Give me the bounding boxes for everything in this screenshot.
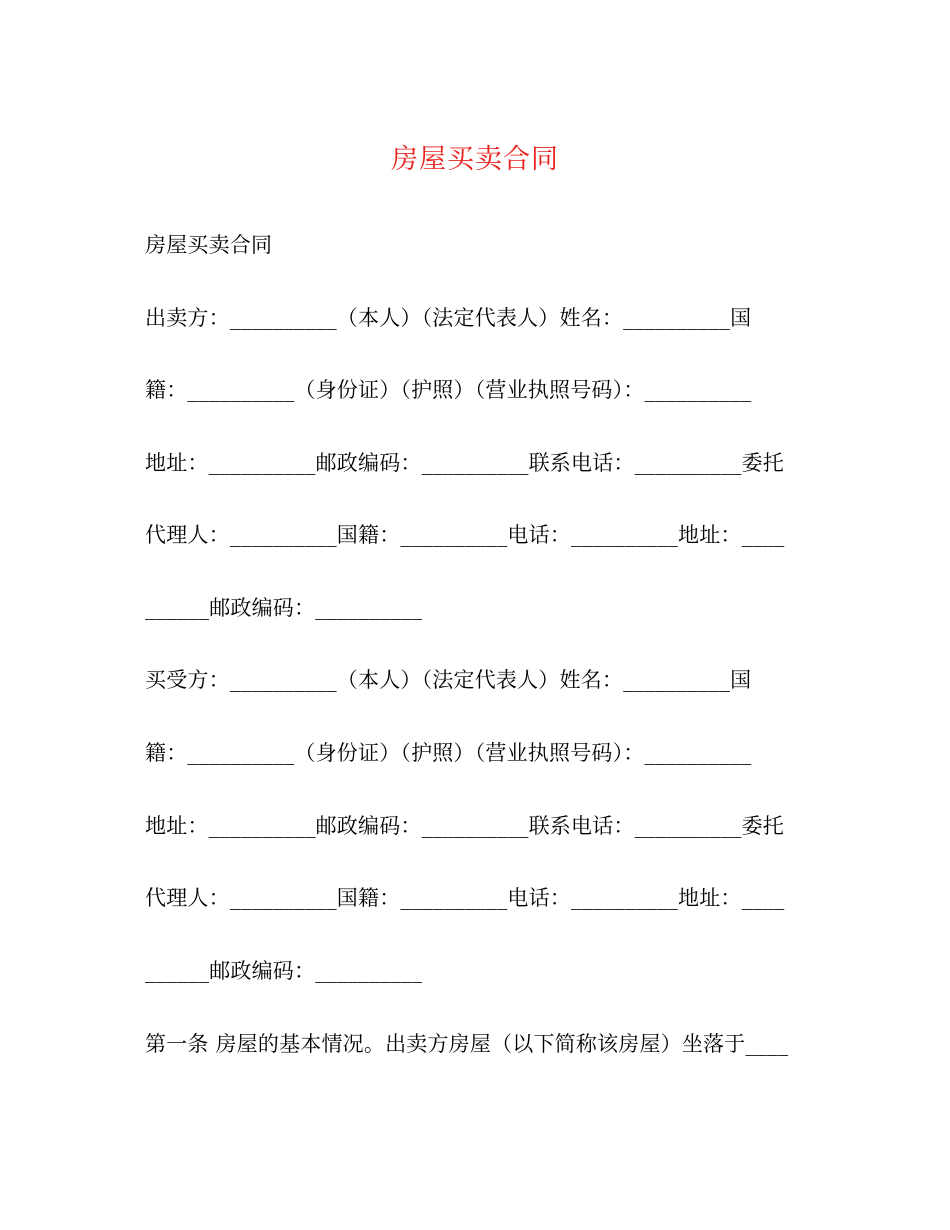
doc-line-subtitle: 房屋买卖合同	[145, 233, 273, 257]
doc-line-buyer-address: 地址：__________邮政编码：__________联系电话：__________委托	[145, 814, 784, 838]
document-title: 房屋买卖合同	[391, 144, 559, 175]
doc-line-seller-address: 地址：__________邮政编码：__________联系电话：__________委托	[145, 451, 784, 475]
doc-line-seller-agent: 代理人：__________国籍：__________电话：__________地址：____	[145, 523, 785, 547]
doc-line-seller-id: 籍：__________（身份证）（护照）（营业执照号码）：__________	[145, 378, 752, 402]
doc-line-article-1: 第一条 房屋的基本情况。出卖方房屋（以下简称该房屋）坐落于____	[145, 1032, 789, 1056]
doc-line-buyer-postcode: ______邮政编码：__________	[145, 959, 423, 983]
doc-line-buyer-name: 买受方：__________（本人）（法定代表人）姓名：__________国	[145, 668, 752, 692]
doc-line-seller-name: 出卖方：__________（本人）（法定代表人）姓名：__________国	[145, 306, 752, 330]
doc-line-buyer-id: 籍：__________（身份证）（护照）（营业执照号码）：__________	[145, 741, 752, 765]
doc-line-seller-postcode: ______邮政编码：__________	[145, 596, 423, 620]
doc-line-buyer-agent: 代理人：__________国籍：__________电话：__________地址：____	[145, 886, 785, 910]
